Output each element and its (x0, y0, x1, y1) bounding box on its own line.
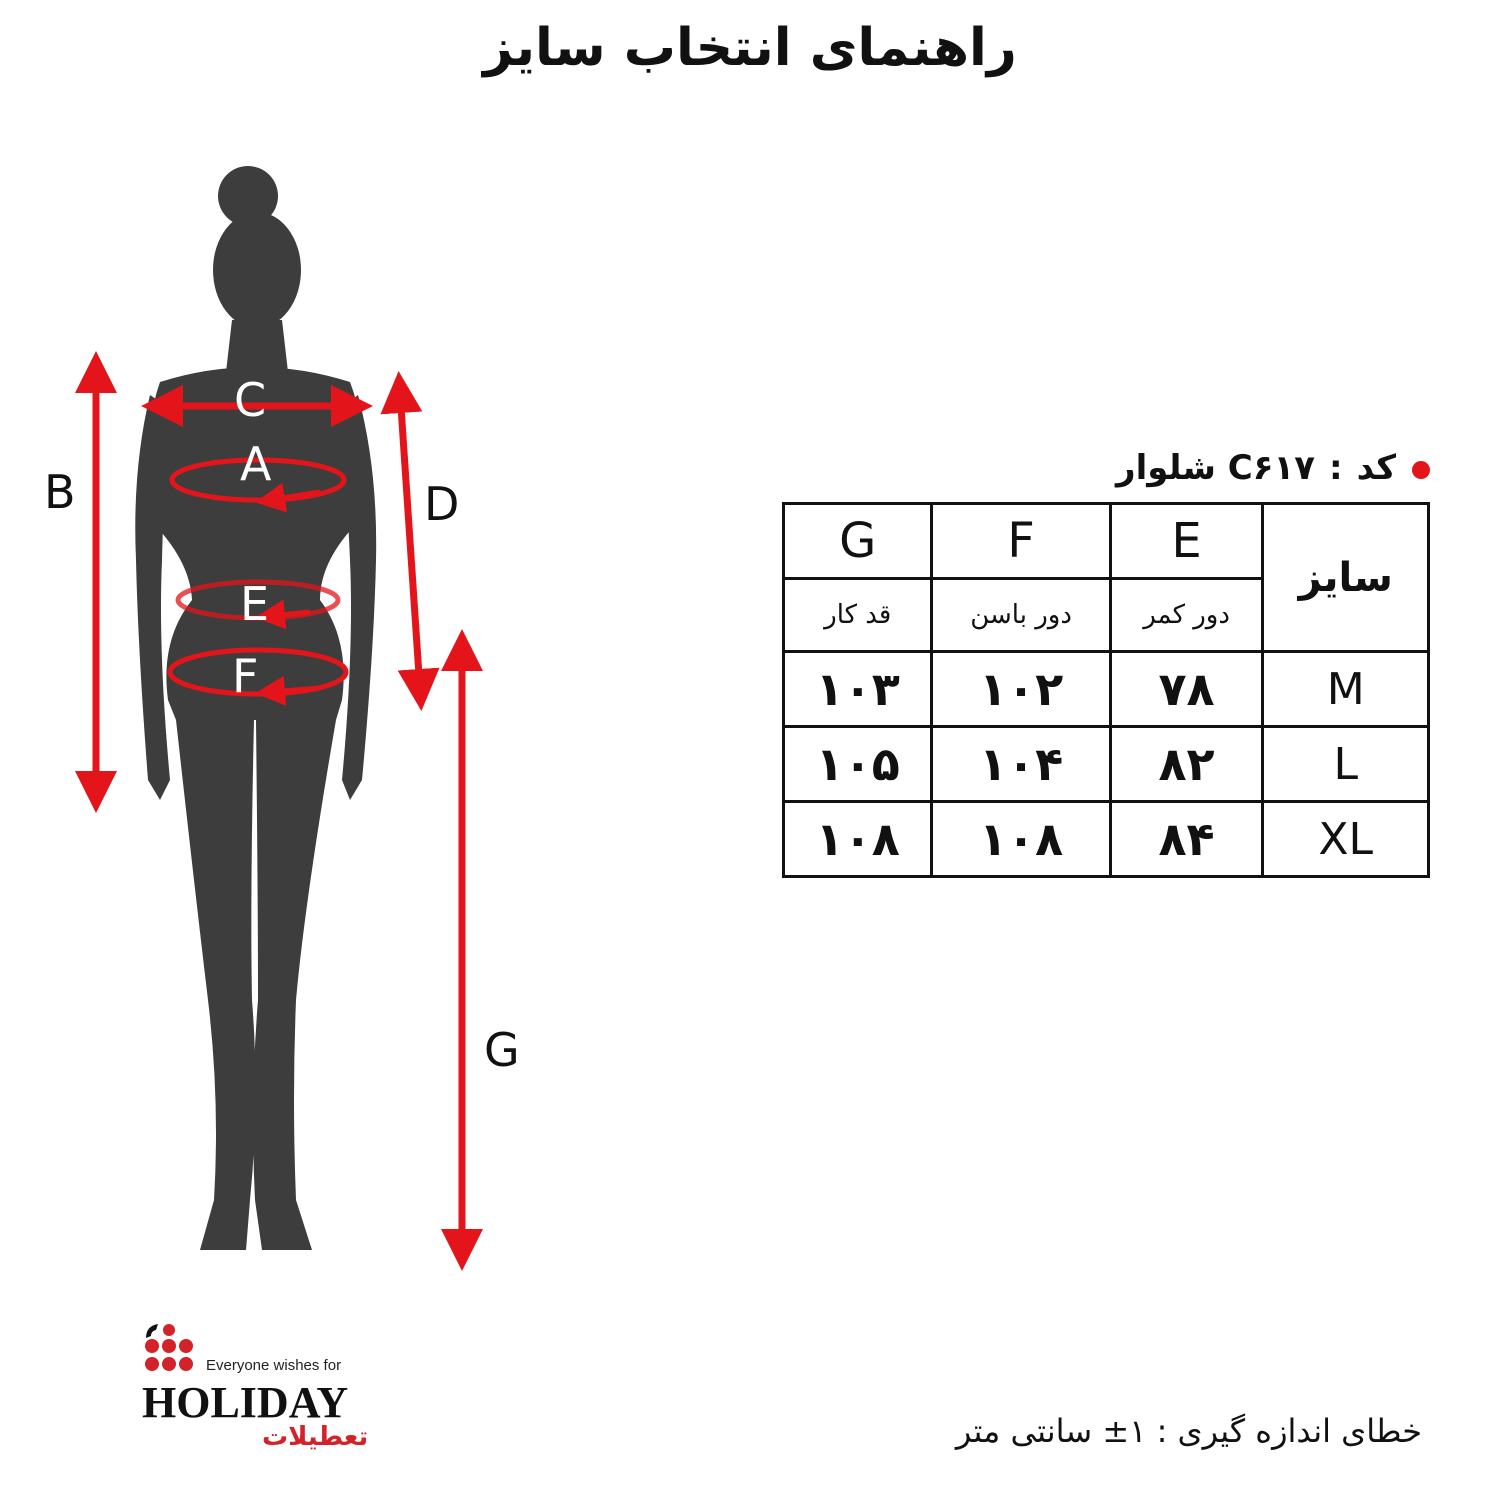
col-desc-e: دور کمر (1110, 579, 1263, 652)
logo-tagline: Everyone wishes for (206, 1357, 342, 1374)
cell-xl-g: ۱۰۸ (784, 802, 932, 877)
logo-brand: HOLIDAY (142, 1378, 349, 1427)
code-value: C۶۱۷ شلوار (1116, 448, 1315, 488)
table-row (784, 652, 1429, 727)
table-row (784, 802, 1429, 877)
label-b: B (44, 465, 76, 519)
col-letter-f: F (932, 504, 1110, 579)
cell-xl-f: ۱۰۸ (932, 802, 1110, 877)
table-row (784, 727, 1429, 802)
cell-xl-e: ۸۴ (1110, 802, 1263, 877)
size-m: M (1263, 652, 1429, 727)
arrow-d (400, 392, 420, 690)
cell-l-g: ۱۰۵ (784, 727, 932, 802)
size-table (782, 502, 1430, 878)
col-desc-f: دور باسن (932, 579, 1110, 652)
label-d: D (424, 477, 460, 531)
code-label: کد (1356, 448, 1396, 488)
label-a: A (240, 437, 272, 491)
col-letter-e: E (1110, 504, 1263, 579)
code-separator: : (1328, 448, 1343, 488)
holiday-logo (142, 1322, 382, 1462)
size-l: L (1263, 727, 1429, 802)
page-title: راهنمای انتخاب سایز (483, 18, 1017, 78)
bullet-dot-icon (1412, 461, 1430, 479)
label-g: G (484, 1023, 520, 1077)
col-letter-g: G (784, 504, 932, 579)
col-desc-g: قد کار (784, 579, 932, 652)
cell-m-f: ۱۰۲ (932, 652, 1110, 727)
logo-dots-icon (142, 1322, 206, 1378)
logo-brand-fa: تعطیلات (262, 1422, 369, 1452)
cell-m-e: ۷۸ (1110, 652, 1263, 727)
cell-m-g: ۱۰۳ (784, 652, 932, 727)
label-e: E (240, 577, 270, 631)
size-header: سایز (1263, 504, 1429, 652)
size-xl: XL (1263, 802, 1429, 877)
label-f: F (232, 649, 259, 703)
measurement-error-note: خطای اندازه گیری : ۱± سانتی متر (955, 1412, 1422, 1450)
female-silhouette (135, 166, 376, 1250)
body-measurement-figure (0, 150, 560, 1280)
cell-l-e: ۸۲ (1110, 727, 1263, 802)
product-code (1116, 448, 1430, 488)
label-c: C (234, 373, 267, 427)
cell-l-f: ۱۰۴ (932, 727, 1110, 802)
